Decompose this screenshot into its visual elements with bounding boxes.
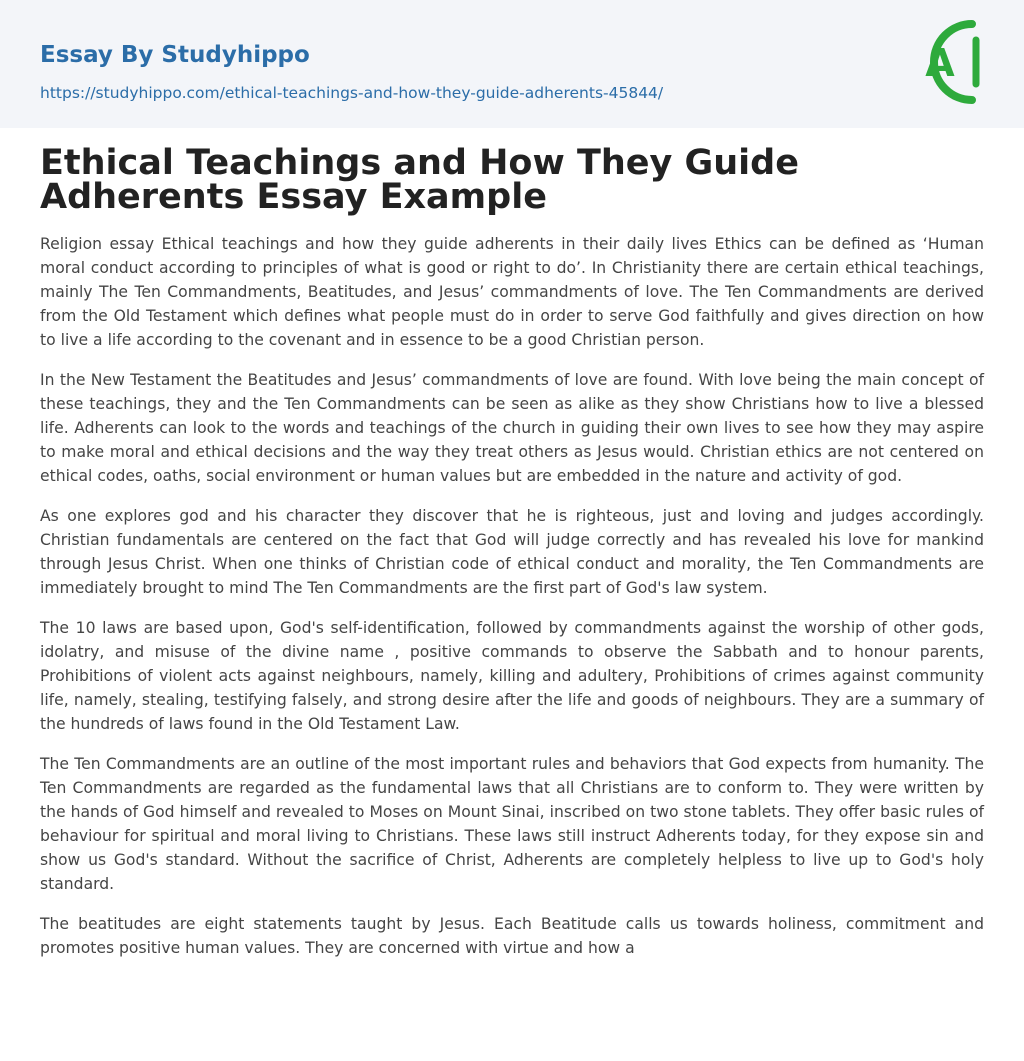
essay-paragraph-2: In the New Testament the Beatitudes and Jesus’ commandments of love are found. With love being the main concept of these teachings, they and the Ten Commandments can be seen as alike as they show Christians how to live a blessed life. Adherents can look to the words and teachings of the church in guiding their own lives to see how they may aspire to make moral and ethical decisions and the way they treat others as Jesus would. Christian ethics are not centered on ethical codes, oaths, social environment or human values but are embedded in the nature and activity of god.	[40, 371, 984, 485]
essay-paragraph-1: Religion essay Ethical teachings and how they guide adherents in their daily lives Ethics can be defined as ‘Human moral conduct according to principles of what is good or right to do’. In Christianity there are certain ethical teachings, mainly The Ten Commandments, Beatitudes, and Jesus’ commandments of love. The Ten Commandments are derived from the Old Testament which defines what people must do in order to serve God faithfully and gives direction on how to live a life according to the covenant and in essence to be a good Christian person.	[40, 235, 984, 349]
page-title: Ethical Teachings and How They Guide Adherents Essay Example	[40, 143, 799, 217]
logo-letter: A	[925, 41, 955, 85]
studyhippo-logo-icon[interactable]	[910, 18, 988, 106]
essay-paragraph-6: The beatitudes are eight statements taught by Jesus. Each Beatitude calls us towards holiness, commitment and promotes positive human values. They are concerned with virtue and how a	[40, 915, 984, 957]
source-url-link[interactable]: https://studyhippo.com/ethical-teachings-and-how-they-guide-adherents-45844/	[40, 84, 664, 102]
site-brand-title[interactable]: Essay By Studyhippo	[40, 42, 310, 68]
essay-paragraph-3: As one explores god and his character they discover that he is righteous, just and loving and judges accordingly. Christian fundamentals are centered on the fact that God will judge correctly and has revealed his love for mankind through Jesus Christ. When one thinks of Christian code of ethical conduct and morality, the Ten Commandments are immediately brought to mind The Ten Commandments are the first part of God's law system.	[40, 507, 984, 597]
site-header	[0, 0, 1024, 128]
essay-paragraph-5: The Ten Commandments are an outline of the most important rules and behaviors that God expects from humanity. The Ten Commandments are regarded as the fundamental laws that all Christians are to conform to. They were written by the hands of God himself and revealed to Moses on Mount Sinai, inscribed on two stone tablets. They offer basic rules of behaviour for spiritual and moral living to Christians. These laws still instruct Adherents today, for they expose sin and show us God's standard. Without the sacrifice of Christ, Adherents are completely helpless to live up to God's holy standard.	[40, 755, 984, 893]
essay-content	[40, 143, 984, 976]
essay-paragraph-4: The 10 laws are based upon, God's self-identification, followed by commandments against the worship of other gods, idolatry, and misuse of the divine name , positive commands to observe the Sabbath and to honour parents, Prohibitions of violent acts against neighbours, namely, killing and adultery, Prohibitions of crimes against community life, namely, stealing, testifying falsely, and strong desire after the life and goods of neighbours. They are a summary of the hundreds of laws found in the Old Testament Law.	[40, 619, 984, 733]
